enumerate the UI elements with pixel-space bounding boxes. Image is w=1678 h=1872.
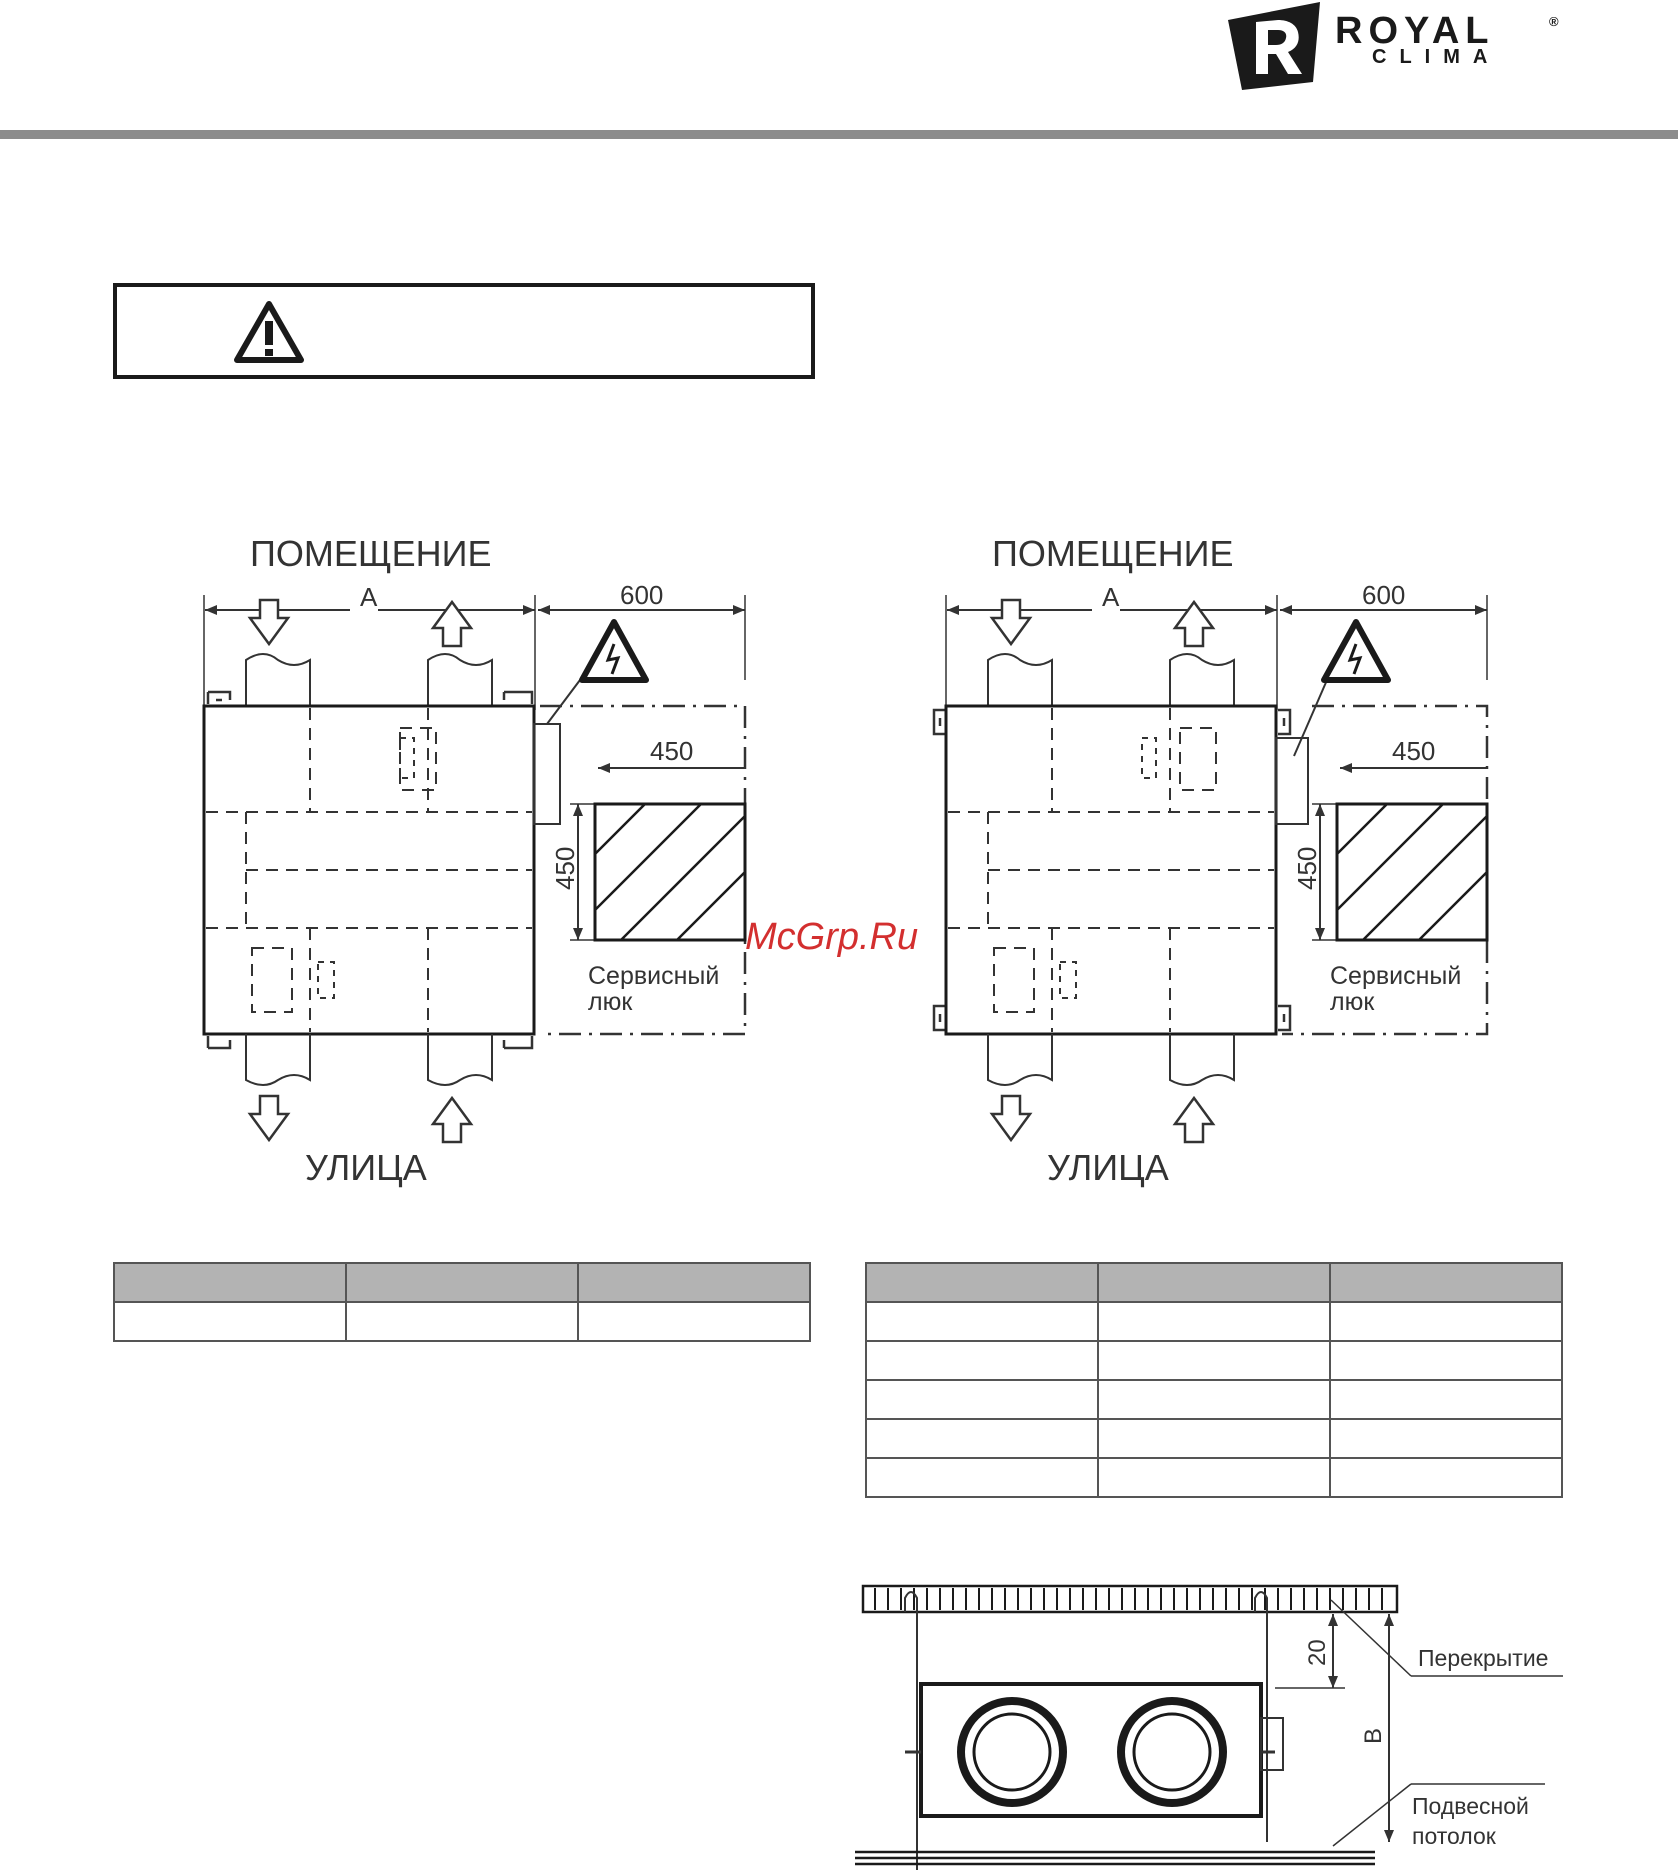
suspended-ceiling-label-line1: Подвесной bbox=[1412, 1793, 1529, 1819]
dim-450-v-label: 450 bbox=[550, 846, 580, 890]
service-label-line1: Сервисный bbox=[1330, 962, 1462, 990]
service-hatch-area bbox=[595, 804, 745, 940]
warning-triangle-icon bbox=[234, 301, 304, 363]
dim-600-label: 600 bbox=[620, 580, 664, 610]
table-row bbox=[114, 1302, 810, 1341]
suspended-ceiling-label-line2: потолок bbox=[1412, 1823, 1496, 1849]
street-label: УЛИЦА bbox=[305, 1147, 427, 1188]
airflow-in-arrow-icon bbox=[250, 600, 288, 644]
warning-box bbox=[113, 283, 815, 379]
intake-arrow-icon bbox=[433, 1098, 471, 1142]
brand-logo bbox=[1228, 2, 1328, 90]
spec-table-left bbox=[113, 1262, 811, 1342]
ceiling-label: Перекрытие bbox=[1418, 1645, 1549, 1671]
plan-diagram-right bbox=[932, 520, 1512, 1200]
intake-arrow-icon bbox=[1175, 1098, 1213, 1142]
header-divider bbox=[0, 130, 1678, 139]
table-row bbox=[866, 1380, 1562, 1419]
plan-diagram-left bbox=[190, 520, 770, 1200]
dim-a-label: A bbox=[1102, 582, 1120, 612]
service-label-line1: Сервисный bbox=[588, 962, 720, 990]
dim-a-label: A bbox=[360, 582, 378, 612]
room-label: ПОМЕЩЕНИЕ bbox=[250, 533, 492, 574]
table-row bbox=[866, 1341, 1562, 1380]
watermark: McGrp.Ru bbox=[745, 916, 919, 958]
dim-20-label: 20 bbox=[1304, 1639, 1331, 1666]
brand-registered-mark: ® bbox=[1549, 14, 1559, 29]
dim-b-label: B bbox=[1360, 1727, 1387, 1744]
street-label: УЛИЦА bbox=[1047, 1147, 1169, 1188]
royal-r-logo-icon bbox=[1228, 2, 1328, 90]
brand-subname: CLIMA bbox=[1372, 46, 1501, 68]
service-hatch-area bbox=[1337, 804, 1487, 940]
side-view-diagram bbox=[855, 1570, 1575, 1870]
dim-450-v-label: 450 bbox=[1292, 846, 1322, 890]
airflow-in-arrow-icon bbox=[992, 600, 1030, 644]
high-voltage-icon bbox=[582, 622, 646, 680]
table-row bbox=[866, 1419, 1562, 1458]
dim-450-h-label: 450 bbox=[650, 736, 694, 766]
exhaust-arrow-icon bbox=[250, 1096, 288, 1140]
table-row bbox=[866, 1302, 1562, 1341]
table-row bbox=[866, 1458, 1562, 1497]
dim-600-label: 600 bbox=[1362, 580, 1406, 610]
dim-450-h-label: 450 bbox=[1392, 736, 1436, 766]
suspended-ceiling bbox=[855, 1852, 1375, 1864]
table-header-row bbox=[114, 1263, 810, 1302]
exhaust-arrow-icon bbox=[992, 1096, 1030, 1140]
brand-name: ROYAL bbox=[1335, 10, 1495, 52]
service-label-line2: люк bbox=[1330, 988, 1375, 1016]
airflow-out-arrow-icon bbox=[1175, 602, 1213, 646]
room-label: ПОМЕЩЕНИЕ bbox=[992, 533, 1234, 574]
high-voltage-icon bbox=[1324, 622, 1388, 680]
airflow-out-arrow-icon bbox=[433, 602, 471, 646]
table-header-row bbox=[866, 1263, 1562, 1302]
service-label-line2: люк bbox=[588, 988, 633, 1016]
spec-table-right bbox=[865, 1262, 1563, 1498]
